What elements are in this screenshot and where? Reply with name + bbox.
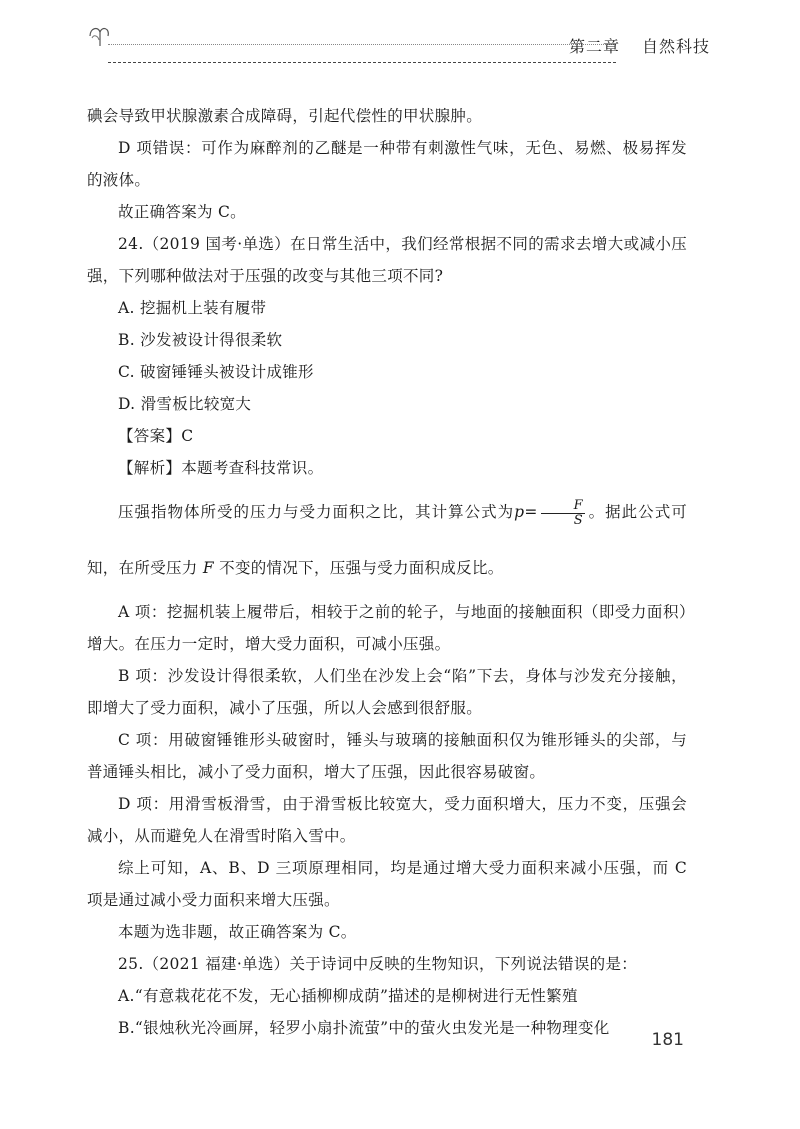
running-header bbox=[86, 22, 716, 56]
formula-p: p bbox=[514, 503, 525, 521]
formula-post-text: 。据此公式可知，在所受压力 bbox=[87, 503, 687, 577]
formula-paragraph bbox=[87, 484, 687, 596]
paragraph-continuation: 碘会导致甲状腺激素合成障碍，引起代偿性的甲状腺肿。 bbox=[87, 107, 483, 125]
chapter-number: 第二章 bbox=[568, 37, 620, 56]
question-24-option-c: C. 破窗锤锤头被设计成锥形 bbox=[118, 363, 314, 381]
formula-f: F bbox=[202, 559, 214, 577]
question-25-option-b: B.“银烛秋光冷画屏，轻罗小扇扑流萤”中的萤火虫发光是一种物理变化 bbox=[118, 1019, 610, 1037]
answer-label: 【答案】 bbox=[118, 427, 182, 445]
analysis-item-c: C 项：用破窗锤锥形头破窗时，锤头与玻璃的接触面积仅为锥形锤头的尖部，与普通锤头相比，减小了受力面积，增大了压强，因此很容易破窗。 bbox=[87, 731, 687, 781]
analysis-summary: 综上可知，A、B、D 三项原理相同，均是通过增大受力面积来减小压强，而 C 项是通过减小受力面积来增大压强。 bbox=[87, 859, 687, 909]
question-25: 25.（2021 福建·单选）关于诗词中反映的生物知识，下列说法错误的是： bbox=[118, 955, 638, 973]
answer-line bbox=[87, 420, 687, 452]
formula-fraction bbox=[541, 499, 585, 528]
question-24: 24.（2019 国考·单选）在日常生活中，我们经常根据不同的需求去增大或减小压强，下列哪种做法对于压强的改变与其他三项不同? bbox=[87, 235, 687, 285]
page-body bbox=[87, 100, 687, 1044]
paragraph-option-d-note: D 项错误：可作为麻醉剂的乙醚是一种带有刺激性气味，无色、易燃、极易挥发的液体。 bbox=[87, 139, 687, 189]
page-number: 181 bbox=[651, 1030, 684, 1050]
chapter-title: 自然科技 bbox=[641, 37, 710, 56]
formula-pre-text: 压强指物体所受的压力与受力面积之比，其计算公式为 bbox=[118, 503, 515, 521]
analysis-item-b: B 项：沙发设计得很柔软，人们坐在沙发上会“陷”下去，身体与沙发充分接触，即增大了受力面积，减小了压强，所以人会感到很舒服。 bbox=[87, 667, 687, 717]
paragraph-answer-note: 故正确答案为 C。 bbox=[118, 203, 246, 221]
header-rule-dotted bbox=[108, 44, 616, 45]
question-25-option-a: A.“有意栽花花不发，无心插柳柳成荫”描述的是柳树进行无性繁殖 bbox=[118, 987, 578, 1005]
analysis-item-d: D 项：用滑雪板滑雪，由于滑雪板比较宽大，受力面积增大，压力不变，压强会减小，从而避免人在滑雪时陷入雪中。 bbox=[87, 795, 687, 845]
formula-numerator: F bbox=[541, 499, 585, 514]
header-rule bbox=[108, 62, 616, 63]
question-24-option-d: D. 滑雪板比较宽大 bbox=[118, 395, 252, 413]
formula-end-text: 不变的情况下，压强与受力面积成反比。 bbox=[219, 559, 504, 577]
analysis-text: 本题考查科技常识。 bbox=[181, 459, 324, 477]
question-24-option-b: B. 沙发被设计得很柔软 bbox=[118, 331, 283, 349]
analysis-label: 【解析】 bbox=[118, 459, 182, 477]
formula-denominator: S bbox=[573, 512, 583, 528]
chapter-label bbox=[569, 34, 710, 57]
formula-equals: = bbox=[524, 503, 538, 521]
analysis-conclusion: 本题为选非题，故正确答案为 C。 bbox=[118, 923, 357, 941]
analysis-line bbox=[87, 452, 687, 484]
answer-value: C bbox=[181, 427, 194, 445]
question-24-option-a: A. 挖掘机上装有履带 bbox=[118, 299, 267, 317]
analysis-item-a: A 项：挖掘机装上履带后，相较于之前的轮子，与地面的接触面积（即受力面积）增大。在压力一定时，增大受力面积，可减小压强。 bbox=[87, 603, 687, 653]
